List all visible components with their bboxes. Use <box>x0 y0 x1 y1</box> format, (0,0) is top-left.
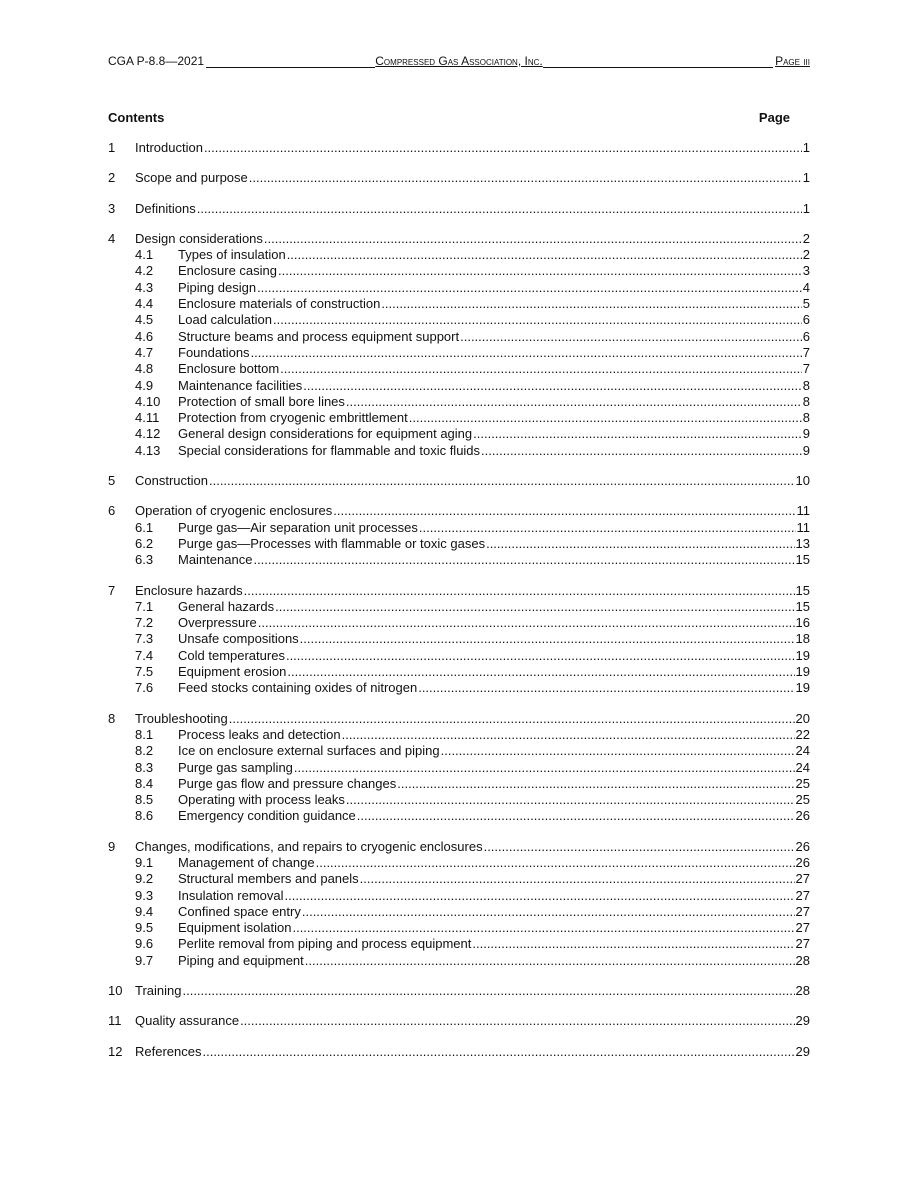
dot-leader <box>294 760 795 776</box>
toc-entry-title: Operation of cryogenic enclosures <box>135 503 333 519</box>
dot-leader <box>292 920 794 936</box>
toc-entry-page: 11 <box>796 519 810 535</box>
toc-entry-title: Operating with process leaks <box>178 792 345 808</box>
toc-entry-page: 9 <box>802 426 810 442</box>
toc-subsection-entry[interactable] <box>108 776 810 792</box>
toc-section-entry[interactable] <box>108 1013 810 1029</box>
toc-entry-page: 25 <box>795 775 810 791</box>
toc-section-group <box>108 1013 810 1029</box>
contents-title: Contents <box>108 110 165 125</box>
toc-entry-page: 24 <box>795 759 810 775</box>
dot-leader <box>360 871 795 887</box>
toc-entry-number: 11 <box>108 1013 122 1029</box>
toc-entry-title: Unsafe compositions <box>178 631 299 647</box>
dot-leader <box>240 1013 794 1029</box>
toc-subsection-entry[interactable] <box>108 443 810 459</box>
toc-entry-number: 8.6 <box>135 808 154 824</box>
toc-section-entry[interactable] <box>108 711 810 727</box>
toc-entry-page: 2 <box>802 230 810 246</box>
toc-entry-page: 27 <box>795 936 810 952</box>
dot-leader <box>275 599 794 615</box>
toc-subsection-entry[interactable] <box>108 631 810 647</box>
toc-entry-title: Special considerations for flammable and toxic fluids <box>178 442 481 458</box>
dot-leader <box>249 170 802 186</box>
toc-entry-page: 15 <box>795 582 810 598</box>
toc-section-group <box>108 140 810 156</box>
toc-entry-title: Protection of small bore lines <box>178 393 345 409</box>
dot-leader <box>481 443 802 459</box>
dot-leader <box>300 631 795 647</box>
toc-entry-number: 7.4 <box>135 647 154 663</box>
toc-entry-title: Definitions <box>135 200 196 216</box>
toc-entry-title: Scope and purpose <box>135 170 248 186</box>
toc-entry-number: 7.3 <box>135 631 154 647</box>
dot-leader <box>484 839 795 855</box>
toc-entry-title: Maintenance facilities <box>178 377 303 393</box>
toc-entry-title: Protection from cryogenic embrittlement <box>178 410 408 426</box>
toc-subsection-entry[interactable] <box>108 760 810 776</box>
document-id: CGA P-8.8—2021 <box>108 54 205 68</box>
toc-entry-title: Introduction <box>135 140 203 155</box>
dot-leader <box>229 711 795 727</box>
toc-entry-number: 7.6 <box>135 680 154 696</box>
toc-entry-number: 4.9 <box>135 377 154 393</box>
toc-entry-page: 5 <box>802 296 810 312</box>
toc-entry-title: Process leaks and detection <box>178 726 341 742</box>
page-column-label: Page <box>758 110 790 125</box>
dot-leader <box>182 983 794 999</box>
page-header <box>108 54 810 70</box>
toc-section-group <box>108 503 810 568</box>
dot-leader <box>244 583 795 599</box>
toc-entry-number: 7.1 <box>135 598 154 614</box>
toc-entry-page: 10 <box>795 473 810 489</box>
toc-entry-page: 16 <box>795 615 810 631</box>
toc-entry-title: Construction <box>135 473 208 489</box>
toc-entry-title: Equipment erosion <box>178 664 287 680</box>
toc-entry-number: 8.4 <box>135 775 154 791</box>
dot-leader <box>209 473 795 489</box>
toc-entry-number: 6 <box>108 503 116 519</box>
publisher-name <box>108 54 810 68</box>
toc-subsection-entry[interactable] <box>108 664 810 680</box>
dot-leader <box>202 1044 794 1060</box>
toc-entry-number: 1 <box>108 140 116 155</box>
dot-leader <box>258 615 795 631</box>
toc-entry-number: 6.3 <box>135 552 154 568</box>
contents-heading-row <box>108 110 790 125</box>
toc-section-group <box>108 839 810 969</box>
dot-leader <box>253 552 794 568</box>
toc-entry-number: 12 <box>108 1043 123 1059</box>
toc-entry-page: 27 <box>795 887 810 903</box>
toc-entry-page: 27 <box>795 903 810 919</box>
toc-section-entry[interactable] <box>108 839 810 855</box>
toc-entry-page: 15 <box>795 598 810 614</box>
toc-subsection-entry[interactable] <box>108 520 810 536</box>
toc-entry-title: Enclosure bottom <box>178 361 280 377</box>
toc-entry-page: 1 <box>802 200 810 216</box>
toc-entry-title: Enclosure casing <box>178 263 277 279</box>
toc-section-group <box>108 170 810 186</box>
toc-entry-number: 4.4 <box>135 296 154 312</box>
toc-entry-page: 1 <box>802 170 810 186</box>
dot-leader <box>397 776 794 792</box>
dot-leader <box>441 743 795 759</box>
toc-subsection-entry[interactable] <box>108 263 810 279</box>
toc-entry-number: 4.12 <box>135 426 161 442</box>
toc-entry-title: Confined space entry <box>178 903 301 919</box>
toc-subsection-entry[interactable] <box>108 410 810 426</box>
toc-section-group <box>108 983 810 999</box>
toc-entry-number: 8.3 <box>135 759 154 775</box>
toc-subsection-entry[interactable] <box>108 552 810 568</box>
toc-entry-page: 6 <box>802 328 810 344</box>
page-number-text: Page iii <box>775 54 810 68</box>
toc-entry-number: 9.4 <box>135 903 154 919</box>
toc-entry-number: 5 <box>108 473 116 489</box>
dot-leader <box>305 953 795 969</box>
toc-entry-title: Perlite removal from piping and process equipment <box>178 936 472 952</box>
toc-entry-number: 10 <box>108 983 123 999</box>
dot-leader <box>357 808 795 824</box>
toc-subsection-entry[interactable] <box>108 680 810 696</box>
toc-subsection-entry[interactable] <box>108 345 810 361</box>
dot-leader <box>472 936 794 952</box>
toc-entry-page: 28 <box>795 952 810 968</box>
toc-entry-page: 19 <box>795 680 810 696</box>
dot-leader <box>460 329 802 345</box>
toc-entry-page: 29 <box>795 1043 810 1059</box>
toc-entry-number: 8.5 <box>135 792 154 808</box>
toc-entry-title: Insulation removal <box>178 887 284 903</box>
toc-entry-title: Enclosure materials of construction <box>178 296 381 312</box>
toc-entry-title: Load calculation <box>178 312 272 328</box>
toc-entry-number: 8 <box>108 710 116 726</box>
toc-entry-title: General hazards <box>178 598 275 614</box>
toc-entry-page: 26 <box>795 854 810 870</box>
page-number-label <box>773 54 810 68</box>
dot-leader <box>278 263 802 279</box>
toc-entry-title: Management of change <box>178 854 315 870</box>
dot-leader <box>286 648 795 664</box>
toc-entry-page: 1 <box>802 140 810 155</box>
dot-leader <box>273 312 802 328</box>
dot-leader <box>280 361 802 377</box>
toc-subsection-entry[interactable] <box>108 920 810 936</box>
toc-section-group <box>108 231 810 459</box>
toc-entry-number: 6.1 <box>135 519 154 535</box>
toc-section-entry[interactable] <box>108 201 810 217</box>
toc-section-group <box>108 201 810 217</box>
toc-entry-number: 4.3 <box>135 279 154 295</box>
toc-entry-page: 6 <box>802 312 810 328</box>
dot-leader <box>346 792 795 808</box>
toc-subsection-entry[interactable] <box>108 808 810 824</box>
toc-entry-title: Equipment isolation <box>178 920 292 936</box>
toc-subsection-entry[interactable] <box>108 296 810 312</box>
toc-entry-page: 4 <box>802 279 810 295</box>
dot-leader <box>287 247 802 263</box>
toc-entry-title: Piping design <box>178 279 257 295</box>
dot-leader <box>197 201 802 217</box>
dot-leader <box>204 140 802 156</box>
toc-subsection-entry[interactable] <box>108 904 810 920</box>
toc-entry-page: 27 <box>795 920 810 936</box>
toc-entry-page: 13 <box>795 535 810 551</box>
toc-entry-number: 2 <box>108 170 116 186</box>
toc-entry-number: 9.2 <box>135 871 154 887</box>
toc-entry-page: 19 <box>795 664 810 680</box>
toc-entry-title: Cold temperatures <box>178 647 285 663</box>
dot-leader <box>333 503 795 519</box>
toc-entry-title: Foundations <box>178 344 250 360</box>
toc-entry-title: General design considerations for equipment aging <box>178 426 473 442</box>
publisher-name-text: Compressed Gas Association, Inc. <box>375 54 543 68</box>
toc-entry-title: Changes, modifications, and repairs to cryogenic enclosures <box>135 838 483 854</box>
dot-leader <box>473 426 802 442</box>
toc-section-entry[interactable] <box>108 140 810 156</box>
toc-entry-number: 4.8 <box>135 361 154 377</box>
toc-entry-page: 3 <box>802 263 810 279</box>
toc-entry-title: Training <box>135 983 182 999</box>
dot-leader <box>303 378 801 394</box>
toc-entry-page: 22 <box>795 726 810 742</box>
toc-entry-title: Troubleshooting <box>135 710 228 726</box>
toc-entry-number: 9.7 <box>135 952 154 968</box>
dot-leader <box>287 664 794 680</box>
toc-entry-title: Structural members and panels <box>178 871 359 887</box>
dot-leader <box>346 394 802 410</box>
toc-subsection-entry[interactable] <box>108 953 810 969</box>
toc-entry-title: Types of insulation <box>178 247 286 263</box>
toc-entry-title: Purge gas—Air separation unit processes <box>178 519 418 535</box>
toc-entry-number: 3 <box>108 200 116 216</box>
toc-entry-number: 9.5 <box>135 920 154 936</box>
toc-entry-title: Design considerations <box>135 230 263 246</box>
toc-subsection-entry[interactable] <box>108 312 810 328</box>
toc-entry-title: Structure beams and process equipment support <box>178 328 460 344</box>
toc-subsection-entry[interactable] <box>108 536 810 552</box>
toc-entry-title: Purge gas flow and pressure changes <box>178 775 397 791</box>
dot-leader <box>251 345 802 361</box>
dot-leader <box>486 536 794 552</box>
toc-subsection-entry[interactable] <box>108 871 810 887</box>
toc-entry-number: 4.6 <box>135 328 154 344</box>
toc-entry-page: 27 <box>795 871 810 887</box>
toc-subsection-entry[interactable] <box>108 648 810 664</box>
toc-entry-page: 7 <box>802 344 810 360</box>
toc-entry-number: 9.1 <box>135 854 154 870</box>
toc-section-entry[interactable] <box>108 231 810 247</box>
dot-leader <box>418 680 794 696</box>
toc-entry-number: 8.2 <box>135 743 154 759</box>
toc-entry-title: Purge gas—Processes with flammable or toxic gases <box>178 535 486 551</box>
toc-entry-page: 28 <box>795 983 810 999</box>
toc-entry-number: 4.2 <box>135 263 154 279</box>
toc-entry-page: 25 <box>795 792 810 808</box>
dot-leader <box>285 888 795 904</box>
toc-subsection-entry[interactable] <box>108 361 810 377</box>
toc-entry-page: 19 <box>795 647 810 663</box>
toc-subsection-entry[interactable] <box>108 329 810 345</box>
toc-entry-page: 24 <box>795 743 810 759</box>
toc-entry-page: 2 <box>802 247 810 263</box>
table-of-contents <box>108 140 810 1074</box>
toc-entry-number: 4.5 <box>135 312 154 328</box>
dot-leader <box>302 904 795 920</box>
toc-subsection-entry[interactable] <box>108 280 810 296</box>
toc-subsection-entry[interactable] <box>108 378 810 394</box>
toc-subsection-entry[interactable] <box>108 855 810 871</box>
toc-entry-number: 7.2 <box>135 615 154 631</box>
toc-entry-page: 26 <box>795 838 810 854</box>
toc-entry-number: 9.3 <box>135 887 154 903</box>
toc-entry-page: 8 <box>802 377 810 393</box>
toc-section-entry[interactable] <box>108 503 810 519</box>
toc-entry-page: 9 <box>802 442 810 458</box>
toc-entry-title: Piping and equipment <box>178 952 304 968</box>
toc-subsection-entry[interactable] <box>108 743 810 759</box>
toc-entry-title: References <box>135 1043 202 1059</box>
dot-leader <box>257 280 802 296</box>
toc-entry-page: 26 <box>795 808 810 824</box>
toc-subsection-entry[interactable] <box>108 727 810 743</box>
toc-entry-page: 7 <box>802 361 810 377</box>
dot-leader <box>264 231 802 247</box>
toc-entry-number: 8.1 <box>135 726 154 742</box>
toc-subsection-entry[interactable] <box>108 247 810 263</box>
toc-entry-title: Ice on enclosure external surfaces and piping <box>178 743 440 759</box>
toc-entry-number: 7 <box>108 582 116 598</box>
toc-subsection-entry[interactable] <box>108 394 810 410</box>
dot-leader <box>381 296 801 312</box>
toc-subsection-entry[interactable] <box>108 615 810 631</box>
toc-section-entry[interactable] <box>108 583 810 599</box>
toc-entry-page: 18 <box>795 631 810 647</box>
toc-entry-page: 11 <box>796 503 810 519</box>
toc-entry-number: 9 <box>108 838 116 854</box>
toc-subsection-entry[interactable] <box>108 426 810 442</box>
dot-leader <box>419 520 796 536</box>
toc-entry-title: Emergency condition guidance <box>178 808 356 824</box>
toc-entry-title: Enclosure hazards <box>135 582 243 598</box>
toc-section-entry[interactable] <box>108 170 810 186</box>
toc-section-entry[interactable] <box>108 983 810 999</box>
toc-entry-title: Overpressure <box>178 615 257 631</box>
toc-entry-number: 4.7 <box>135 344 154 360</box>
toc-entry-page: 15 <box>795 552 810 568</box>
toc-section-group <box>108 1044 810 1060</box>
toc-entry-page: 8 <box>802 410 810 426</box>
dot-leader <box>409 410 802 426</box>
toc-entry-title: Purge gas sampling <box>178 759 293 775</box>
toc-subsection-entry[interactable] <box>108 792 810 808</box>
toc-entry-number: 4.11 <box>135 410 160 426</box>
toc-entry-number: 7.5 <box>135 664 154 680</box>
toc-section-entry[interactable] <box>108 473 810 489</box>
toc-subsection-entry[interactable] <box>108 599 810 615</box>
toc-section-group <box>108 583 810 697</box>
toc-entry-number: 4 <box>108 230 116 246</box>
toc-section-group <box>108 711 810 825</box>
toc-entry-number: 6.2 <box>135 535 154 551</box>
toc-section-group <box>108 473 810 489</box>
toc-section-entry[interactable] <box>108 1044 810 1060</box>
toc-entry-title: Feed stocks containing oxides of nitrogen <box>178 680 418 696</box>
toc-entry-page: 29 <box>795 1013 810 1029</box>
toc-entry-title: Maintenance <box>178 552 253 568</box>
dot-leader <box>342 727 795 743</box>
toc-entry-page: 20 <box>795 710 810 726</box>
toc-entry-title: Quality assurance <box>135 1013 240 1029</box>
toc-subsection-entry[interactable] <box>108 936 810 952</box>
toc-entry-page: 8 <box>802 393 810 409</box>
toc-entry-number: 4.1 <box>135 247 154 263</box>
dot-leader <box>316 855 795 871</box>
toc-entry-number: 4.13 <box>135 442 161 458</box>
toc-entry-number: 4.10 <box>135 393 161 409</box>
toc-subsection-entry[interactable] <box>108 888 810 904</box>
toc-entry-number: 9.6 <box>135 936 154 952</box>
